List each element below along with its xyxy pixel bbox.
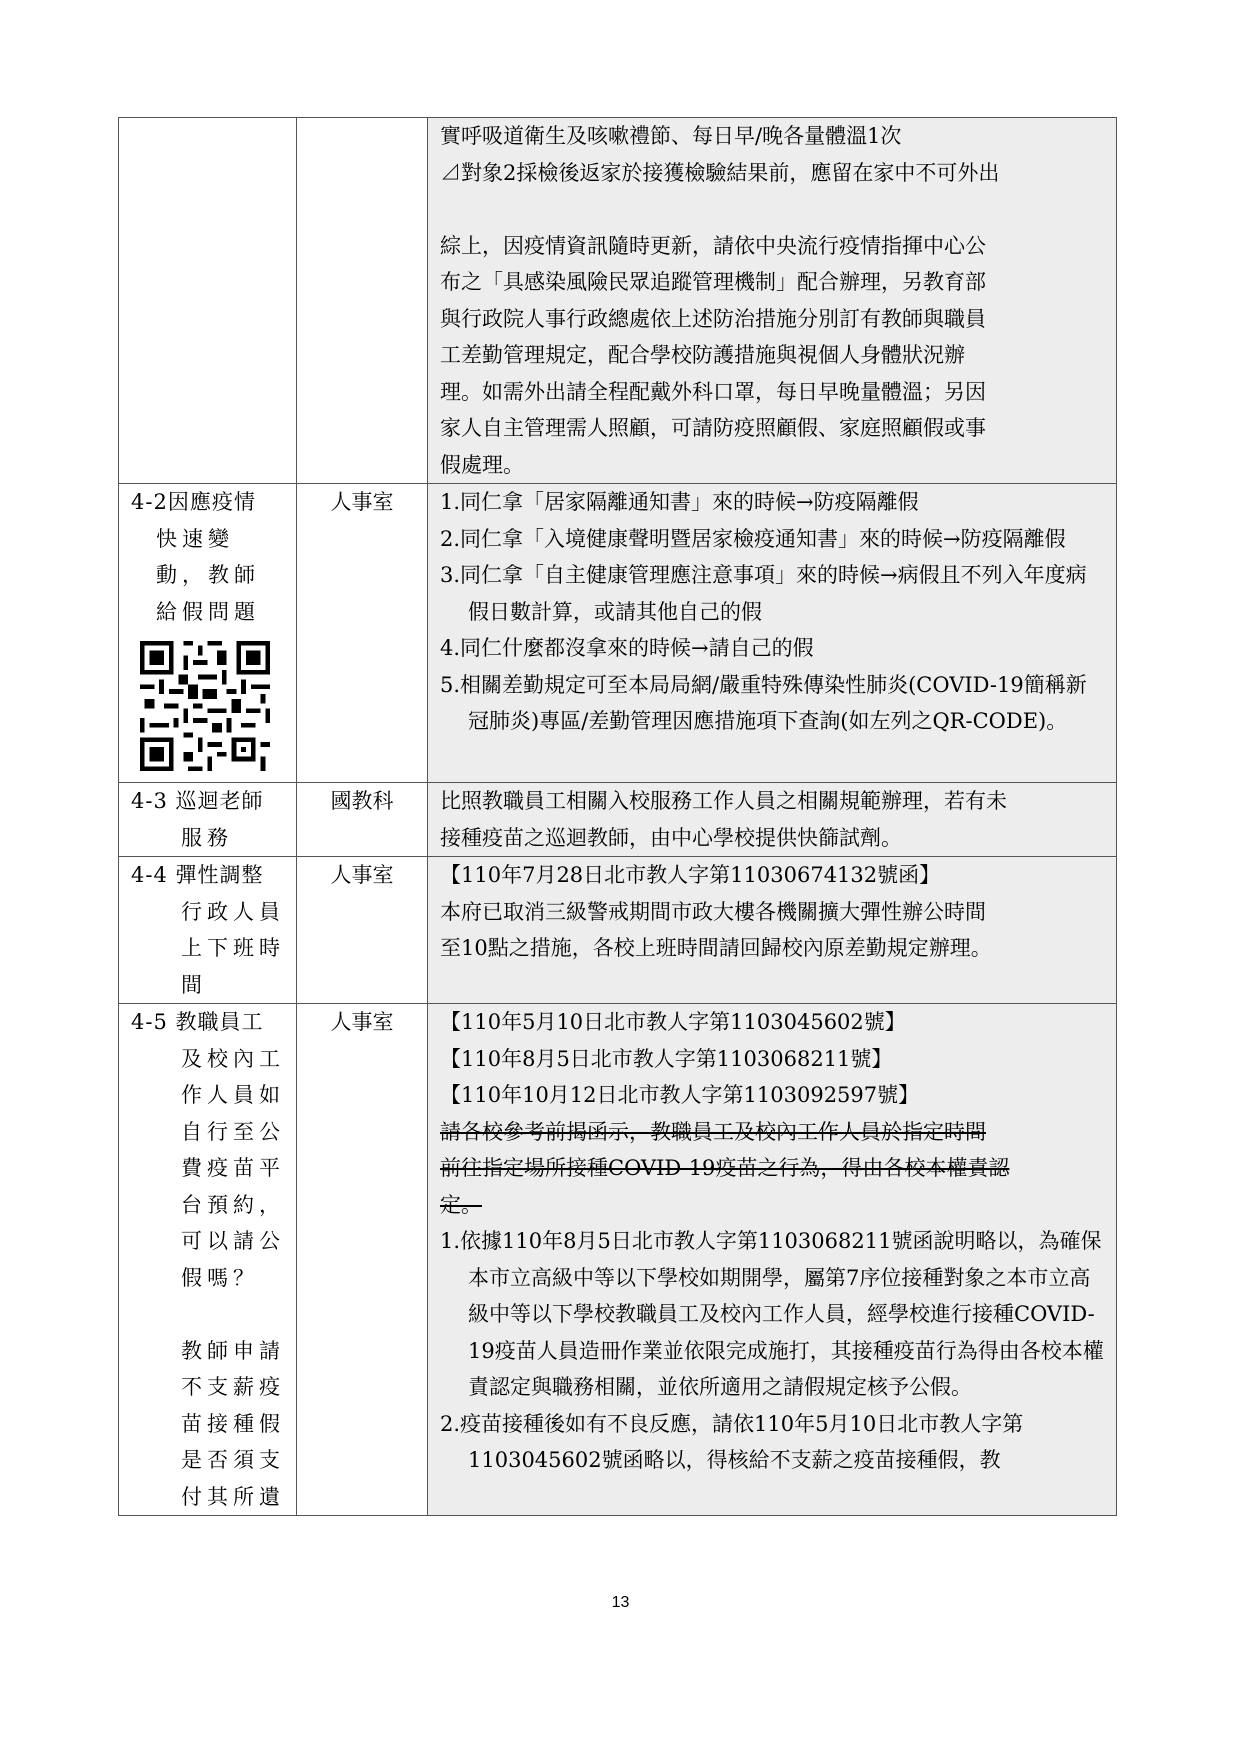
content-line: 與行政院人事行政總處依上述防治措施分別訂有教師與職員: [440, 306, 986, 331]
topic-line: 間: [181, 972, 207, 997]
unit-cell: 國教科: [297, 783, 428, 857]
topic-line: 動，教師: [156, 563, 260, 587]
table-row: [119, 1004, 1117, 1516]
topic-line: 可以請公: [181, 1229, 285, 1253]
content-cell: [428, 783, 1117, 857]
topic-cell: [119, 783, 297, 857]
topic-line: 4-4 彈性調整: [131, 863, 264, 887]
reference-line: 【110年5月10日北市教人字第1103045602號】: [440, 1010, 906, 1034]
content-line: 比照教職員工相關入校服務工作人員之相關規範辦理，若有未: [440, 789, 1007, 813]
topic-line: 費疫苗平: [181, 1156, 285, 1180]
topic-line: 是否須支: [181, 1448, 285, 1472]
list-item: 2.同仁拿「入境健康聲明暨居家檢疫通知書」來的時候→防疫隔離假: [440, 526, 1066, 551]
content-line: 綜上，因疫情資訊隨時更新，請依中央流行疫情指揮中心公: [440, 233, 986, 258]
struck-line: 定。: [440, 1192, 482, 1217]
content-cell: [428, 857, 1117, 1004]
content-line: 工差勤管理規定，配合學校防護措施與視個人身體狀況辦: [440, 343, 965, 367]
content-line: 實呼吸道衛生及咳嗽禮節、每日早/晚各量體溫1次: [440, 124, 902, 148]
list-item: 2.疫苗接種後如有不良反應，請依110年5月10日北市教人字第1103045602號函略以，得核給不支薪之疫苗接種假，教: [440, 1411, 1024, 1472]
topic-line: 不支薪疫: [181, 1375, 285, 1399]
topic-line: 上下班時: [181, 936, 285, 960]
unit-cell: 人事室: [297, 484, 428, 783]
content-line: 家人自主管理需人照顧，可請防疫照顧假、家庭照顧假或事: [440, 416, 986, 440]
list-item: 1.依據110年8月5日北市教人字第1103068211號函說明略以，為確保本市立高級中等以下學校如期開學，屬第7序位接種對象之本市立高級中等以下學校教職員工及校內工作人員，經學校進行接種COVID-19疫苗人員造冊作業並依限完成施打，其接種疫苗行為得由各校本權責認定與職務相關，並依所適用之請假規定核予公假。: [440, 1229, 1104, 1399]
topic-line: 假嗎？: [181, 1265, 259, 1290]
topic-line: 行政人員: [181, 899, 285, 924]
list-item: 3.同仁拿「自主健康管理應注意事項」來的時候→病假且不列入年度病假日數計算，或請其他自己的假: [440, 563, 1087, 624]
topic-cell: [119, 484, 297, 783]
unit-cell: [297, 118, 428, 484]
content-line: 理。如需外出請全程配戴外科口罩，每日早晚量體溫；另因: [440, 379, 986, 404]
content-line: [440, 191, 1106, 228]
table-row: [119, 118, 1117, 484]
topic-line: 教師申請: [181, 1338, 285, 1363]
list-item: 1.同仁拿「居家隔離通知書」來的時候→防疫隔離假: [440, 490, 919, 514]
topic-line: 及校內工: [181, 1046, 285, 1071]
topic-line: 4-3 巡迴老師: [131, 789, 264, 813]
topic-cell: [119, 118, 297, 484]
struck-line: 前往指定場所接種COVID-19疫苗之行為，得由各校本權責認: [440, 1156, 1010, 1180]
table-row: [119, 857, 1117, 1004]
topic-cell: [119, 1004, 297, 1516]
topic-cell: [119, 857, 297, 1004]
content-line: 假處理。: [440, 452, 524, 477]
topic-line: 服務: [181, 825, 233, 850]
topic-line: 自行至公: [181, 1119, 285, 1144]
reference-line: 【110年10月12日北市教人字第1103092597號】: [440, 1083, 920, 1107]
struck-line: 請各校參考前揭函示，教職員工及校內工作人員於指定時間: [440, 1119, 986, 1144]
topic-line: 給假問題: [156, 599, 260, 624]
topic-line: 作人員如: [181, 1083, 285, 1107]
topic-line: 台預約，: [181, 1192, 285, 1217]
unit-cell: 人事室: [297, 1004, 428, 1516]
content-table: [118, 117, 1117, 1516]
reference-line: 【110年8月5日北市教人字第1103068211號】: [440, 1046, 893, 1071]
content-cell: [428, 1004, 1117, 1516]
list-item: 5.相關差勤規定可至本局局網/嚴重特殊傳染性肺炎(COVID-19簡稱新冠肺炎)專區/差勤管理因應措施項下查詢(如左列之QR-CODE)。: [440, 672, 1087, 733]
unit-cell: 人事室: [297, 857, 428, 1004]
content-line: 至10點之措施，各校上班時間請回歸校內原差勤規定辦理。: [440, 936, 992, 960]
page-number: 13: [611, 1594, 630, 1611]
topic-line: 4-5 教職員工: [131, 1010, 264, 1034]
table-row: [119, 484, 1117, 783]
content-line: 布之「具感染風險民眾追蹤管理機制」配合辦理，另教育部: [440, 270, 986, 294]
topic-line: 快速變: [156, 526, 234, 551]
content-line: 接種疫苗之巡迴教師，由中心學校提供快篩試劑。: [440, 825, 902, 850]
topic-line: 苗接種假: [181, 1411, 285, 1436]
list-item: 4.同仁什麼都沒拿來的時候→請自己的假: [440, 636, 814, 660]
qr-code-icon[interactable]: [129, 636, 281, 776]
content-cell: [428, 118, 1117, 484]
topic-line: 4-2因應疫情: [131, 490, 256, 514]
content-line: 本府已取消三級警戒期間市政大樓各機關擴大彈性辦公時間: [440, 899, 986, 924]
content-line: 【110年7月28日北市教人字第11030674132號函】: [440, 863, 941, 887]
content-line: ⊿對象2採檢後返家於接獲檢驗結果前，應留在家中不可外出: [440, 160, 1000, 185]
content-cell: [428, 484, 1117, 783]
table-row: [119, 783, 1117, 857]
topic-line: 付其所遺: [181, 1484, 285, 1509]
topic-line: [119, 1296, 296, 1333]
